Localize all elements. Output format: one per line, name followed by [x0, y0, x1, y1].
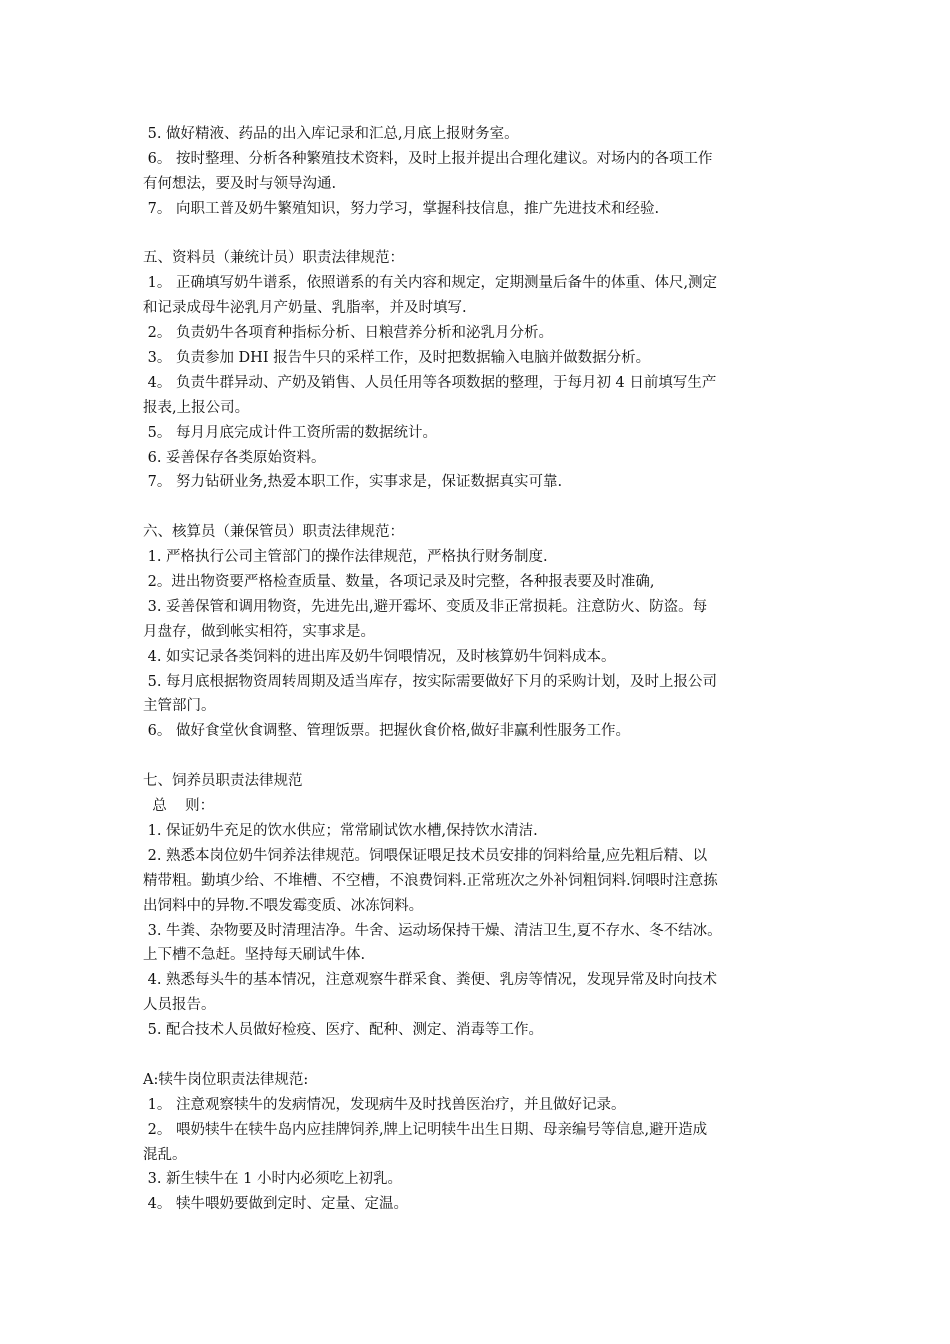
text-line: 3. 牛粪、杂物要及时清理洁净。牛舍、运动场保持干燥、清洁卫生,夏不存水、冬不结冰。 — [143, 922, 722, 939]
text-line: 有何想法，要及时与领导沟通. — [143, 175, 337, 192]
text-line: 和记录成母牛泌乳月产奶量、乳脂率，并及时填写. — [143, 300, 467, 317]
text-line: A:犊牛岗位职责法律规范: — [143, 1071, 309, 1088]
text-line: 6. 妥善保存各类原始资料。 — [143, 449, 326, 466]
text-line: 1。 注意观察犊牛的发病情况，发现病牛及时找兽医治疗，并且做好记录。 — [143, 1096, 626, 1113]
text-line: 2. 熟悉本岗位奶牛饲养法律规范。饲喂保证喂足技术员安排的饲料给量,应先粗后精、以 — [143, 847, 708, 864]
text-line: 5。 每月月底完成计件工资所需的数据统计。 — [143, 424, 437, 441]
text-line: 七、饲养员职责法律规范 — [143, 773, 303, 790]
blank-line — [143, 744, 815, 769]
text-line: 3。 负责参加 DHI 报告牛只的采样工作，及时把数据输入电脑并做数据分析。 — [143, 350, 651, 367]
document-body — [143, 122, 815, 1217]
text-line: 1. 严格执行公司主管部门的操作法律规范，严格执行财务制度. — [143, 549, 548, 566]
blank-line — [143, 495, 815, 520]
text-line: 总 则： — [143, 798, 215, 815]
text-line: 月盘存，做到帐实相符，实事求是。 — [143, 623, 375, 640]
text-line: 2。 喂奶犊牛在犊牛岛内应挂牌饲养,牌上记明犊牛出生日期、母亲编号等信息,避开造成 — [143, 1121, 708, 1138]
text-line: 2。进出物资要严格检查质量、数量，各项记录及时完整，各种报表要及时准确, — [143, 574, 655, 591]
text-line: 1. 保证奶牛充足的饮水供应；常常刷试饮水槽,保持饮水清洁. — [143, 822, 538, 839]
text-line: 4. 如实记录各类饲料的进出库及奶牛饲喂情况，及时核算奶牛饲料成本。 — [143, 648, 616, 665]
text-line: 7。 努力钻研业务,热爱本职工作，实事求是，保证数据真实可靠. — [143, 474, 563, 491]
text-line: 人员报告。 — [143, 997, 216, 1014]
text-line: 6。 按时整理、分析各种繁殖技术资料，及时上报并提出合理化建议。对场内的各项工作 — [143, 150, 713, 167]
text-line: 4. 熟悉每头牛的基本情况，注意观察牛群采食、粪便、乳房等情况，发现异常及时向技术 — [143, 972, 718, 989]
text-line: 五、资料员（兼统计员）职责法律规范： — [143, 250, 404, 267]
text-line: 4。 犊牛喂奶要做到定时、定量、定温。 — [143, 1196, 408, 1213]
text-line: 6。 做好食堂伙食调整、管理饭票。把握伙食价格,做好非赢利性服务工作。 — [143, 723, 631, 740]
text-line: 报表,上报公司。 — [143, 399, 250, 416]
text-line: 3. 妥善保管和调用物资，先进先出,避开霉坏、变质及非正常损耗。注意防火、防盗。每 — [143, 598, 708, 615]
text-line: 出饲料中的异物.不喂发霉变质、冰冻饲料。 — [143, 897, 424, 914]
text-line: 1。 正确填写奶牛谱系，依照谱系的有关内容和规定，定期测量后备牛的体重、体尺,测定 — [143, 275, 718, 292]
text-line: 六、核算员（兼保管员）职责法律规范： — [143, 524, 404, 541]
text-line: 4。 负责牛群异动、产奶及销售、人员任用等各项数据的整理，于每月初 4 日前填写生产 — [143, 374, 717, 391]
blank-line — [143, 222, 815, 247]
text-line: 5. 每月底根据物资周转周期及适当库存，按实际需要做好下月的采购计划，及时上报公司 — [143, 673, 718, 690]
blank-line — [143, 1043, 815, 1068]
text-line: 混乱。 — [143, 1146, 187, 1163]
text-line: 5. 做好精液、药品的出入库记录和汇总,月底上报财务室。 — [143, 126, 519, 142]
text-line: 精带粗。勤填少给、不堆槽、不空槽，不浪费饲料.正常班次之外补饲粗饲料.饲喂时注意拣 — [143, 872, 718, 889]
text-line: 5. 配合技术人员做好检疫、医疗、配种、测定、消毒等工作。 — [143, 1022, 544, 1039]
text-line: 2。 负责奶牛各项育种指标分析、日粮营养分析和泌乳月分析。 — [143, 325, 553, 342]
text-line: 3. 新生犊牛在 1 小时内必须吃上初乳。 — [143, 1171, 402, 1188]
text-line: 7。 向职工普及奶牛繁殖知识，努力学习，掌握科技信息，推广先进技术和经验. — [143, 200, 660, 217]
text-line: 上下槽不急赶。坚持每天刷试牛体. — [143, 947, 366, 964]
text-line: 主管部门。 — [143, 698, 216, 715]
